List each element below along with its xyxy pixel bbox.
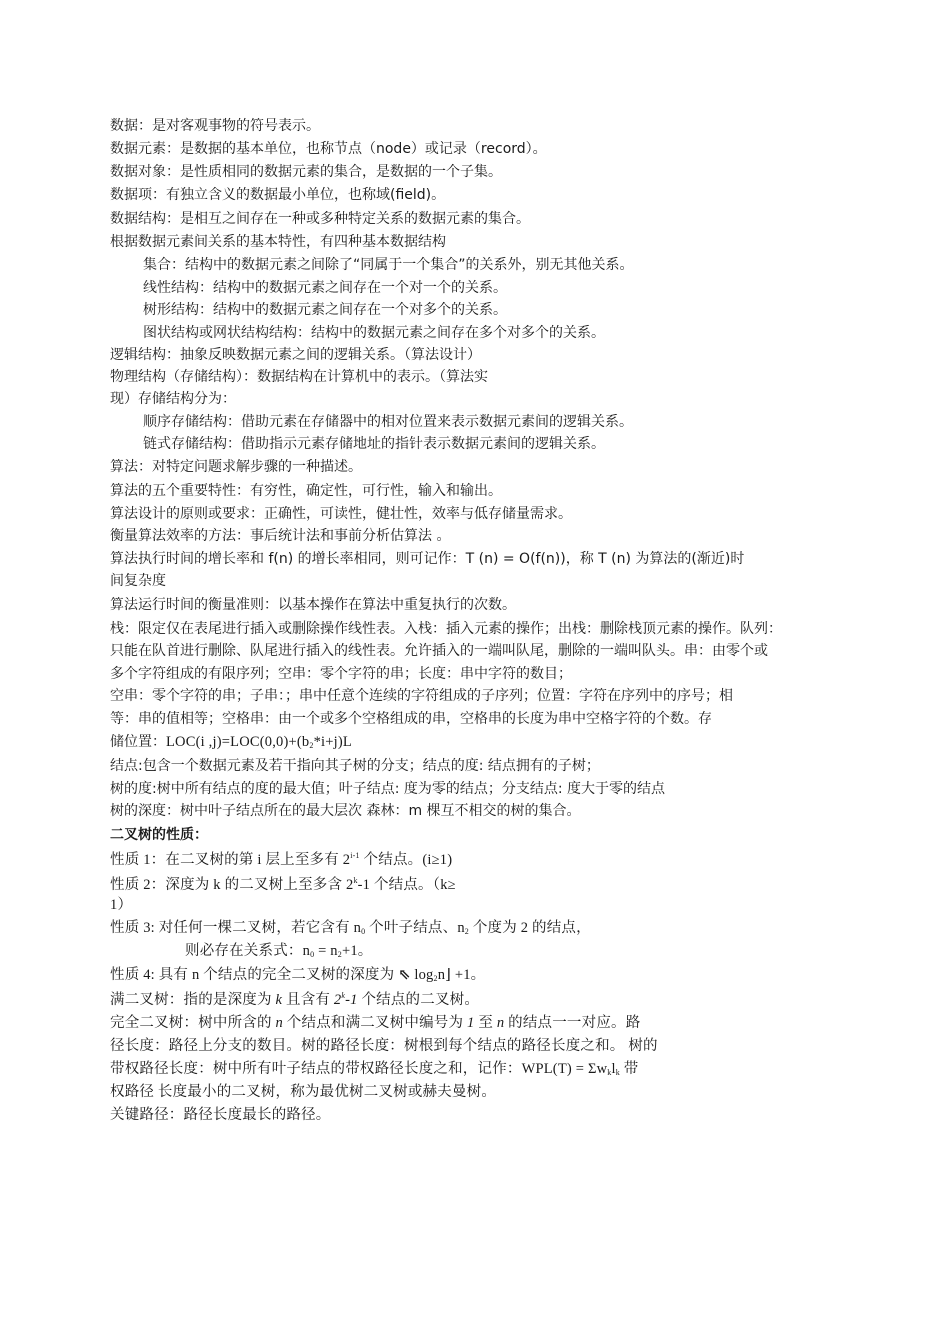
wpl-def: 带权路径长度：树中所有叶子结点的带权路径长度之和，记作：$WPL(T) = \Sigma w_kl_k$ 带 <box>110 1061 639 1077</box>
text-line: 链式存储结构：借助指示元素存储地址的指针表示数据元素间的逻辑关系。 <box>143 436 605 452</box>
text-line: 根据数据元素间关系的基本特性，有四种基本数据结构 <box>110 234 446 250</box>
text-line: 现）存储结构分为： <box>110 391 236 407</box>
text-line: 衡量算法效率的方法：事后统计法和事前分析估算法 。 <box>110 528 451 544</box>
text-line: 空串：零个字符的串；子串：；串中任意个连续的字符组成的子序列；位置：字符在序列中的序号；相 <box>110 688 733 704</box>
text-line: 物理结构（存储结构）：数据结构在计算机中的表示。（算法实 <box>110 369 488 385</box>
text-line: 数据对象：是性质相同的数据元素的集合，是数据的一个子集。 <box>110 164 502 180</box>
property-3: 性质 3: 对任何一棵二叉树，若它含有 $n_0$ 个叶子结点、$n_2$ 个度为 2 的结点， <box>110 920 591 936</box>
text-line: 算法的五个重要特性：有穷性，确定性，可行性，输入和输出。 <box>110 483 502 499</box>
text-line: 数据：是对客观事物的符号表示。 <box>110 118 320 134</box>
property-1: 性质 1：在二叉树的第 i 层上至多有 2$^{i-1}$ 个结点。(i≥1) <box>110 851 453 868</box>
text-line: 算法执行时间的增长率和 f(n) 的增长率相同，则可记作：T (n) = O(f(n))，称 T (n) 为算法的(渐近)时 <box>110 551 745 567</box>
property-2: 性质 2：深度为 k 的二叉树上至多含 2$^k$-1 个结点。（k≥ <box>110 876 456 893</box>
property-3-formula: 则必存在关系式：$n_0 = n_2+1$。 <box>185 943 373 959</box>
section-heading: 二叉树的性质： <box>110 827 208 843</box>
loc-formula: LOC(i $,j)=LOC(0,0)+(b_2*i+j)L$ <box>166 734 352 750</box>
text-line: 图状结构或网状结构结构：结构中的数据元素之间存在多个对多个的关系。 <box>143 325 605 341</box>
text-line <box>110 733 352 751</box>
text-line: 结点:包含一个数据元素及若干指向其子树的分支；结点的度: 结点拥有的子树； <box>110 758 600 774</box>
text-line: 数据结构：是相互之间存在一种或多种特定关系的数据元素的集合。 <box>110 211 530 227</box>
text-line: 逻辑结构：抽象反映数据元素之间的逻辑关系。（算法设计） <box>110 347 481 363</box>
text-line: 树的深度：树中叶子结点所在的最大层次 森林：m 棵互不相交的树的集合。 <box>110 803 581 819</box>
text-line: 算法：对特定问题求解步骤的一种描述。 <box>110 459 362 475</box>
text-line: 算法运行时间的衡量准则：以基本操作在算法中重复执行的次数。 <box>110 597 516 613</box>
text-line: 树形结构：结构中的数据元素之间存在一个对多个的关系。 <box>143 302 507 318</box>
complete-binary-tree-def: 完全二叉树：树中所含的 n 个结点和满二叉树中编号为 1 至 n 的结点一一对应。路 <box>110 1015 641 1031</box>
floor-symbol-icon: ⇖ <box>398 967 411 983</box>
text-line: 只能在队首进行删除、队尾进行插入的线性表。允许插入的一端叫队尾，删除的一端叫队头。串：由零个或 <box>110 643 768 659</box>
storage-location-label: 储位置： <box>110 734 166 750</box>
text-line: 算法设计的原则或要求：正确性，可读性，健壮性，效率与低存储量需求。 <box>110 506 572 522</box>
text-line: 多个字符组成的有限序列；空串：零个字符的串；长度：串中字符的数目； <box>110 666 572 682</box>
critical-path-def: 关键路径：路径长度最长的路径。 <box>110 1107 331 1123</box>
text-line: 栈：限定仅在表尾进行插入或删除操作线性表。入栈：插入元素的操作；出栈：删除栈顶元素的操作。队列： <box>110 621 782 637</box>
text-line: 顺序存储结构：借助元素在存储器中的相对位置来表示数据元素间的逻辑关系。 <box>143 414 633 430</box>
path-length-def: 径长度：路径上分支的数目。树的路径长度：树根到每个结点的路径长度之和。 树的 <box>110 1038 658 1054</box>
property-2-cont: 1） <box>110 897 133 913</box>
text-line: 等：串的值相等；空格串：由一个或多个空格组成的串，空格串的长度为串中空格字符的个数。存 <box>110 711 712 727</box>
text-line: 线性结构：结构中的数据元素之间存在一个对一个的关系。 <box>143 280 507 296</box>
text-line: 数据元素：是数据的基本单位，也称节点（node）或记录（record）。 <box>110 141 547 157</box>
text-line: 数据项：有独立含义的数据最小单位，也称域(field)。 <box>110 187 446 203</box>
text-line: 树的度:树中所有结点的度的最大值；叶子结点: 度为零的结点；分支结点: 度大于零的结点 <box>110 781 666 797</box>
text-line: 间复杂度 <box>110 573 166 589</box>
full-binary-tree-def: 满二叉树：指的是深度为 k 且含有 2$^k$-1 个结点的二叉树。 <box>110 991 480 1008</box>
huffman-def: 权路径 长度最小的二叉树，称为最优树二叉树或赫夫曼树。 <box>110 1084 497 1100</box>
text-line: 集合：结构中的数据元素之间除了“同属于一个集合”的关系外，别无其他关系。 <box>143 257 634 273</box>
property-4: 性质 4: 具有 n 个结点的完全二叉树的深度为 ⇖ $\log_2n⌋ +1$。 <box>110 967 486 983</box>
